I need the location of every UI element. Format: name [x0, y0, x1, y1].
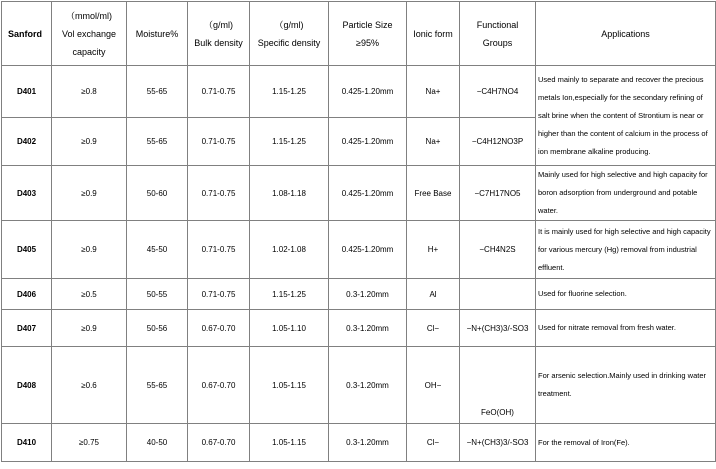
cell-functional: −N+(CH3)3/-SO3	[460, 310, 536, 347]
cell-bulk: 0.67-0.70	[188, 347, 250, 424]
table-row	[2, 166, 716, 221]
cell-moisture: 55-65	[127, 118, 188, 166]
cell-bulk: 0.71-0.75	[188, 221, 250, 279]
cell-specific: 1.15-1.25	[250, 66, 329, 118]
header-specific	[250, 2, 329, 66]
cell-model: D406	[2, 279, 52, 310]
cell-moisture: 50-60	[127, 166, 188, 221]
cell-model: D401	[2, 66, 52, 118]
cell-specific: 1.08-1.18	[250, 166, 329, 221]
cell-specific: 1.15-1.25	[250, 279, 329, 310]
cell-particle: 0.3-1.20mm	[329, 347, 407, 424]
cell-ionic: Al	[407, 279, 460, 310]
header-capacity	[52, 2, 127, 66]
cell-model: D407	[2, 310, 52, 347]
table-row	[2, 66, 716, 118]
header-bulk-unit: （g/ml)	[204, 19, 233, 30]
cell-ionic: H+	[407, 221, 460, 279]
cell-functional: −C7H17NO5	[460, 166, 536, 221]
cell-moisture: 45-50	[127, 221, 188, 279]
cell-application: Used for nitrate removal from fresh water.	[536, 310, 716, 347]
cell-specific: 1.05-1.15	[250, 347, 329, 424]
header-particle-label: Particle Size	[342, 19, 393, 30]
cell-moisture: 40-50	[127, 424, 188, 462]
cell-application: It is mainly used for high selective and high capacity for various mercury (Hg) removal from industrial effluent.	[536, 221, 716, 279]
header-particle-sub: ≥95%	[356, 37, 379, 48]
cell-functional: −C4H7NO4	[460, 66, 536, 118]
cell-particle: 0.3-1.20mm	[329, 310, 407, 347]
cell-specific: 1.05-1.10	[250, 310, 329, 347]
cell-specific: 1.15-1.25	[250, 118, 329, 166]
cell-bulk: 0.71-0.75	[188, 279, 250, 310]
header-moisture: Moisture%	[127, 2, 188, 66]
cell-capacity: ≥0.6	[52, 347, 127, 424]
header-capacity-unit: （mmol/ml)	[66, 10, 112, 21]
cell-ionic: Cl−	[407, 310, 460, 347]
resin-spec-table	[1, 1, 716, 462]
header-applications: Applications	[536, 2, 716, 66]
cell-particle: 0.425-1.20mm	[329, 221, 407, 279]
cell-specific: 1.02-1.08	[250, 221, 329, 279]
cell-ionic: Cl−	[407, 424, 460, 462]
cell-moisture: 50-56	[127, 310, 188, 347]
header-functional-line1: Functional	[476, 19, 519, 30]
cell-capacity: ≥0.9	[52, 221, 127, 279]
cell-bulk: 0.67-0.70	[188, 424, 250, 462]
cell-ionic: Na+	[407, 118, 460, 166]
table-row	[2, 347, 716, 424]
header-particle	[329, 2, 407, 66]
cell-bulk: 0.67-0.70	[188, 310, 250, 347]
cell-moisture: 55-65	[127, 66, 188, 118]
cell-capacity: ≥0.75	[52, 424, 127, 462]
cell-model: D410	[2, 424, 52, 462]
header-functional-line2: Groups	[482, 37, 513, 48]
cell-functional	[460, 279, 536, 310]
cell-functional: −C4H12NO3P	[460, 118, 536, 166]
cell-model: D408	[2, 347, 52, 424]
cell-ionic: OH−	[407, 347, 460, 424]
cell-ionic: Free Base	[407, 166, 460, 221]
cell-application: Used for fluorine selection.	[536, 279, 716, 310]
table-row	[2, 424, 716, 462]
cell-capacity: ≥0.5	[52, 279, 127, 310]
header-bulk-label: Bulk density	[194, 37, 243, 48]
cell-model: D402	[2, 118, 52, 166]
cell-functional: −N+(CH3)3/-SO3	[460, 424, 536, 462]
cell-functional: FeO(OH)	[460, 347, 536, 424]
cell-moisture: 55-65	[127, 347, 188, 424]
table-row	[2, 310, 716, 347]
cell-bulk: 0.71-0.75	[188, 118, 250, 166]
header-functional	[460, 2, 536, 66]
cell-model: D403	[2, 166, 52, 221]
cell-application: For the removal of Iron(Fe).	[536, 424, 716, 462]
header-capacity-line2: Vol exchange	[61, 28, 117, 39]
cell-particle: 0.425-1.20mm	[329, 118, 407, 166]
cell-functional: −CH4N2S	[460, 221, 536, 279]
header-specific-label: Specific density	[257, 37, 321, 48]
cell-particle: 0.3-1.20mm	[329, 279, 407, 310]
cell-bulk: 0.71-0.75	[188, 66, 250, 118]
cell-ionic: Na+	[407, 66, 460, 118]
table-row	[2, 279, 716, 310]
header-specific-unit: （g/ml)	[274, 19, 304, 30]
header-model: Sanford	[2, 2, 52, 66]
cell-capacity: ≥0.9	[52, 310, 127, 347]
cell-capacity: ≥0.9	[52, 166, 127, 221]
cell-capacity: ≥0.8	[52, 66, 127, 118]
cell-moisture: 50-55	[127, 279, 188, 310]
cell-capacity: ≥0.9	[52, 118, 127, 166]
header-capacity-line3: capacity	[72, 46, 106, 57]
cell-particle: 0.425-1.20mm	[329, 166, 407, 221]
cell-application: For arsenic selection.Mainly used in drinking water treatment.	[536, 347, 716, 424]
cell-particle: 0.3-1.20mm	[329, 424, 407, 462]
cell-bulk: 0.71-0.75	[188, 166, 250, 221]
header-bulk	[188, 2, 250, 66]
cell-model: D405	[2, 221, 52, 279]
table-row	[2, 221, 716, 279]
header-ionic: Ionic form	[407, 2, 460, 66]
cell-specific: 1.05-1.15	[250, 424, 329, 462]
cell-application: Used mainly to separate and recover the precious metals Ion,especially for the secondary refining of salt brine when the content of Strontium is near or higher than the content of calcium in the process of ion membrane alkaline producing.	[536, 66, 716, 166]
cell-particle: 0.425-1.20mm	[329, 66, 407, 118]
header-row	[2, 2, 716, 66]
cell-application: Mainly used for high selective and high capacity for boron adsorption from underground and potable water.	[536, 166, 716, 221]
